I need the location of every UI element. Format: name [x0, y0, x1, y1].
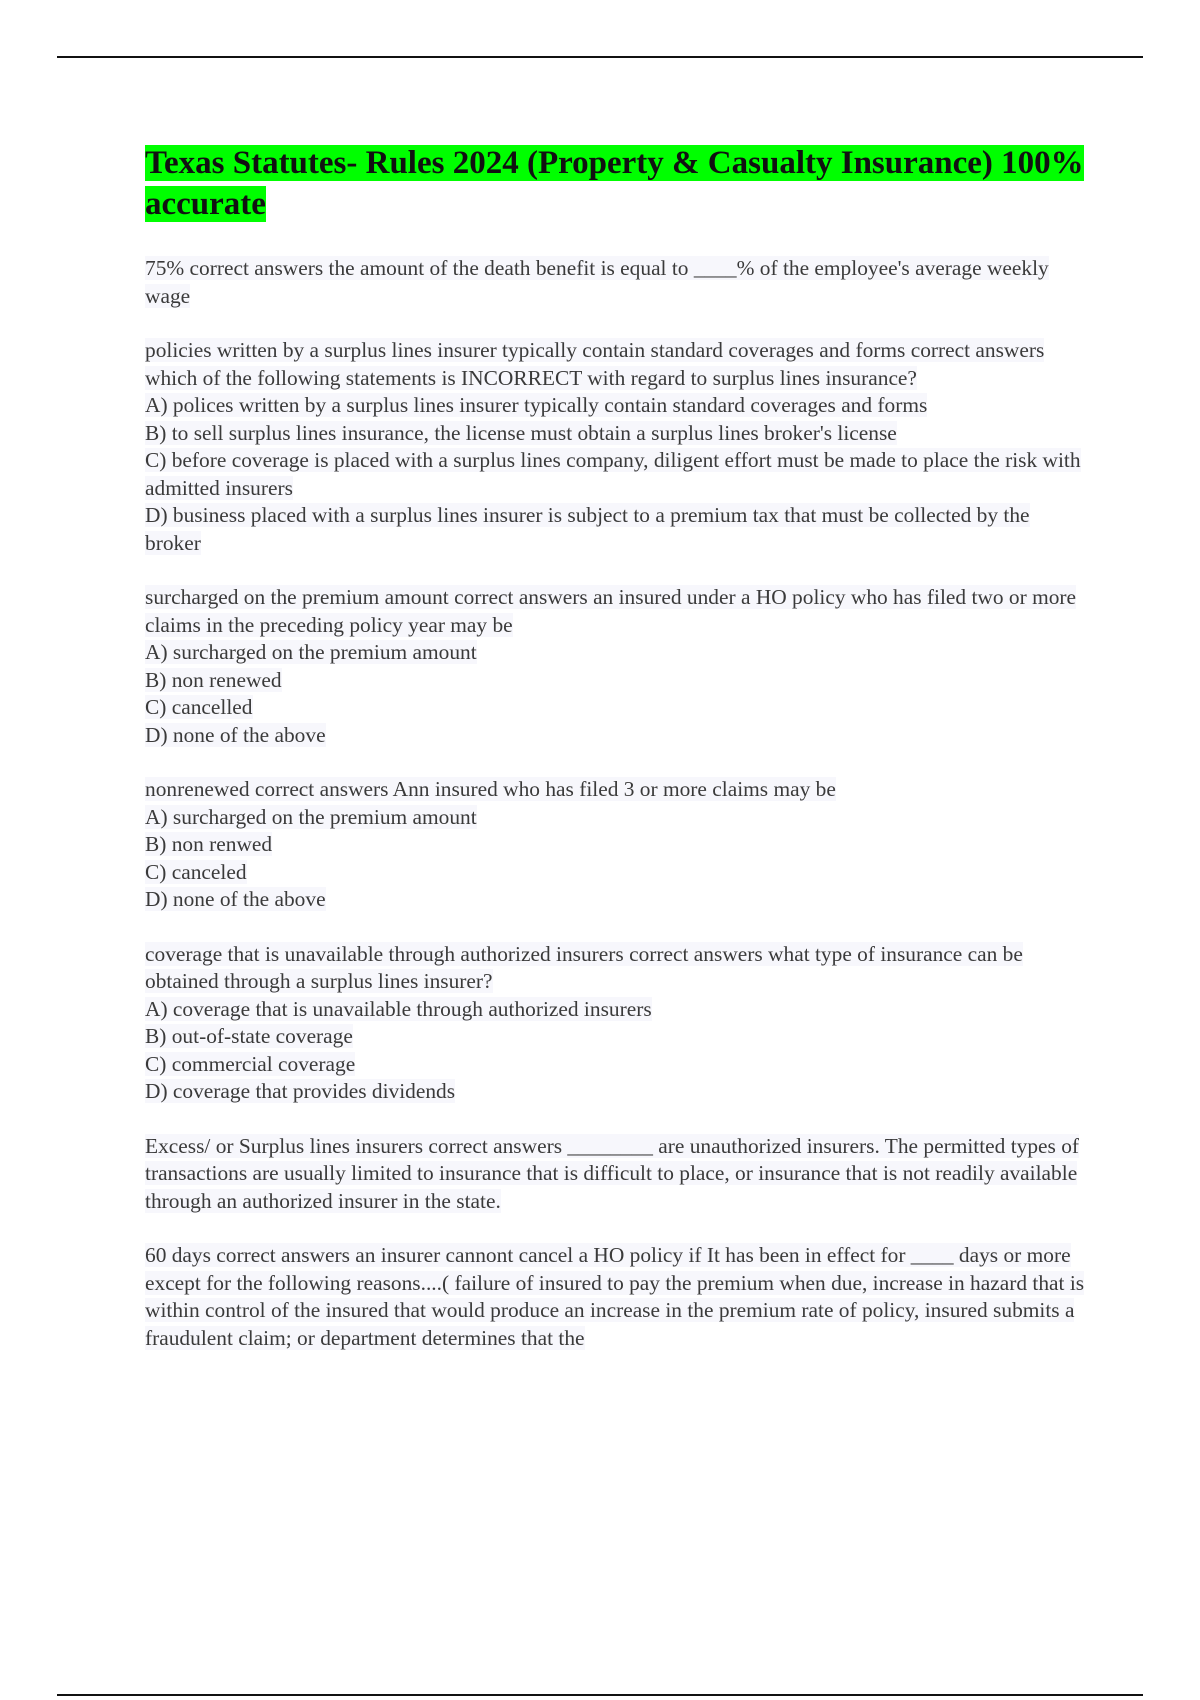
question-7-text: 60 days correct answers an insurer cannont cancel a HO policy if It has been in effect for ____ days or more except for the following reasons....( failure of insured to pay the premium when due, increase in hazard that is within control of the insured that would produce an increase in the premium rate of policy, insured submits a fraudulent claim; or department determines that the: [145, 1243, 1085, 1350]
question-2-text: policies written by a surplus lines insurer typically contain standard coverages and forms correct answers which of the following statements is INCORRECT with regard to surplus lines insurance?: [145, 338, 1045, 390]
question-5-option-b: B) out-of-state coverage: [145, 1024, 353, 1048]
question-6-text: Excess/ or Surplus lines insurers correct answers ________ are unauthorized insurers. The permitted types of transactions are usually limited to insurance that is difficult to place, or insurance that is not readily available through an authorized insurer in the state.: [145, 1133, 1080, 1213]
question-2-option-a: A) polices written by a surplus lines insurer typically contain standard coverages and forms: [145, 393, 928, 417]
question-5-option-a: A) coverage that is unavailable through authorized insurers: [145, 996, 652, 1021]
question-1-text: 75% correct answers the amount of the death benefit is equal to ____% of the employee's average weekly wage: [145, 256, 1049, 308]
question-2-option-d: D) business placed with a surplus lines insurer is subject to a premium tax that must be collected by the broker: [145, 503, 1030, 555]
question-7: [145, 1242, 1085, 1352]
question-4-text: nonrenewed correct answers Ann insured who has filed 3 or more claims may be: [145, 777, 836, 801]
question-4-option-d: D) none of the above: [145, 887, 326, 911]
question-4-option-b: B) non renwed: [145, 832, 273, 856]
question-5-option-c: C) commercial coverage: [145, 1051, 356, 1076]
document-body: [145, 143, 1085, 1379]
question-5-option-d: D) coverage that provides dividends: [145, 1079, 456, 1103]
question-4-option-a: A) surcharged on the premium amount: [145, 804, 477, 829]
question-4-option-c: C) canceled: [145, 859, 247, 884]
top-rule: [57, 56, 1143, 58]
question-2-option-c: C) before coverage is placed with a surplus lines company, diligent effort must be made to place the risk with admitted insurers: [145, 448, 1081, 500]
question-3-text: surcharged on the premium amount correct answers an insured under a HO policy who has filed two or more claims in the preceding policy year may be: [145, 585, 1077, 637]
question-3-option-d: D) none of the above: [145, 722, 326, 747]
question-2-option-b: B) to sell surplus lines insurance, the license must obtain a surplus lines broker's license: [145, 420, 897, 445]
question-5: [145, 941, 1085, 1106]
question-1: [145, 255, 1085, 310]
question-3: [145, 584, 1085, 749]
document-title: [145, 143, 1085, 225]
question-4: [145, 776, 1085, 914]
question-3-option-c: C) cancelled: [145, 695, 253, 719]
question-5-text: coverage that is unavailable through authorized insurers correct answers what type of insurance can be obtained through a surplus lines insurer?: [145, 941, 1023, 993]
question-3-option-a: A) surcharged on the premium amount: [145, 640, 477, 664]
question-6: [145, 1133, 1085, 1216]
bottom-rule: [57, 1694, 1143, 1696]
document-title-text: Texas Statutes- Rules 2024 (Property & Casualty Insurance) 100% accurate: [145, 145, 1084, 222]
question-3-option-b: B) non renewed: [145, 667, 282, 692]
question-2: [145, 337, 1085, 557]
